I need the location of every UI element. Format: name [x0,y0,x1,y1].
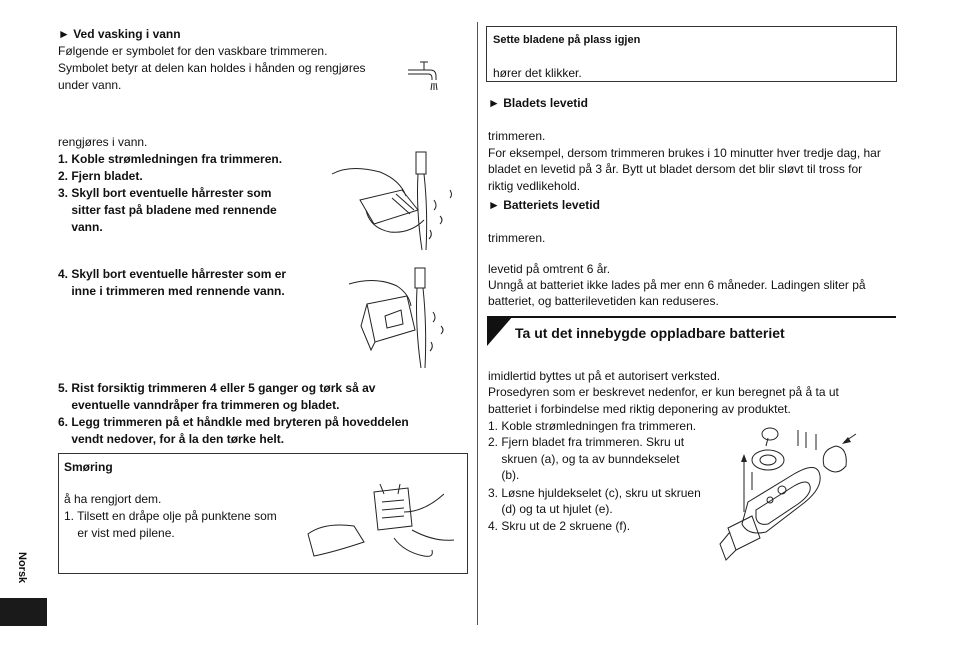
rinse-blades-illustration [330,150,468,255]
language-tab-block [0,598,47,626]
battery-removal-diagram [708,420,863,575]
oil-drops-illustration [304,482,459,568]
lubrication-step-1-line-2: er vist med pilene. [64,526,175,540]
removal-step-3-line-1: 3. Løsne hjuldekselet (c), skru ut skruen [488,486,701,500]
lubrication-box [58,453,468,574]
removal-step-3-line-2: (d) og ta ut hjulet (e). [488,502,613,516]
step-3-line-1: 3. Skyll bort eventuelle hårrester som [58,186,272,200]
column-divider [477,22,478,625]
water-heading: ► Ved vasking i vann [58,27,181,41]
blade-life-line-3: bladet en levetid på 3 år. Bytt ut bladet dersom det blir sløvt til tross for [488,162,863,176]
step-5-line-2: eventuelle vanndråper fra trimmeren og bladet. [58,398,340,412]
removal-step-2-line-2: skruen (a), og ta av bunndekselet [488,452,680,466]
washable-symbol-icon [404,56,448,92]
battery-life-line-1: trimmeren. [488,231,546,245]
step-6-line-2: vendt nedover, for å la den tørke helt. [58,432,285,446]
section-intro-line-2: Prosedyren som er beskrevet nedenfor, er kun beregnet på å ta ut [488,385,839,399]
section-triangle-icon [487,316,513,346]
step-2: 2. Fjern bladet. [58,169,143,183]
battery-life-line-4: batteriet, og batterilevetiden kan reduseres. [488,294,719,308]
step-5-line-1: 5. Rist forsiktig trimmeren 4 eller 5 ganger og tørk så av [58,381,376,395]
removal-step-2-line-1: 2. Fjern bladet fra trimmeren. Skru ut [488,435,685,449]
blade-life-line-4: riktig vedlikehold. [488,179,581,193]
removal-step-1: 1. Koble strømledningen fra trimmeren. [488,419,697,433]
lubrication-step-1-line-1: 1. Tilsett en dråpe olje på punktene som [64,509,277,523]
step-4-line-1: 4. Skyll bort eventuelle hårrester som er [58,267,287,281]
step-3-line-2: sitter fast på bladene med rennende [58,203,277,217]
battery-life-line-2: levetid på omtrent 6 år. [488,262,611,276]
battery-life-heading: ► Batteriets levetid [488,198,600,212]
step-4-line-2: inne i trimmeren med rennende vann. [58,284,285,298]
removal-step-2-line-3: (b). [488,468,520,482]
section-title: Ta ut det innebygde oppladbare batteriet [515,325,785,341]
step-3-line-3: vann. [58,220,103,234]
water-intro-line-2: Symbolet betyr at delen kan holdes i hånden og rengjøres [58,61,366,75]
reattach-blades-box [486,26,897,82]
rinse-trimmer-illustration [345,266,470,371]
section-intro-line-3: batteriet i forbindelse med riktig deponering av produktet. [488,402,791,416]
language-label: Norsk [16,552,28,584]
removal-step-4: 4. Skru ut de 2 skruene (f). [488,519,631,533]
section-intro-line-1: imidlertid byttes ut på et autorisert verksted. [488,369,721,383]
step-6-line-1: 6. Legg trimmeren på et håndkle med bryteren på hoveddelen [58,415,409,429]
battery-life-line-3: Unngå at batteriet ikke lades på mer enn 6 måneder. Ladingen sliter på [488,278,866,292]
water-note: rengjøres i vann. [58,135,148,149]
reattach-title: Sette bladene på plass igjen [493,34,641,46]
lubrication-title: Smøring [64,460,113,474]
lubrication-text: å ha rengjort dem. [64,492,162,506]
step-1: 1. Koble strømledningen fra trimmeren. [58,152,283,166]
water-intro-line-1: Følgende er symbolet for den vaskbare trimmeren. [58,44,328,58]
reattach-text: hører det klikker. [493,66,582,80]
blade-life-line-1: trimmeren. [488,129,546,143]
blade-life-line-2: For eksempel, dersom trimmeren brukes i 10 minutter hver tredje dag, har [488,146,881,160]
water-intro-line-3: under vann. [58,78,122,92]
blade-life-heading: ► Bladets levetid [488,96,588,110]
